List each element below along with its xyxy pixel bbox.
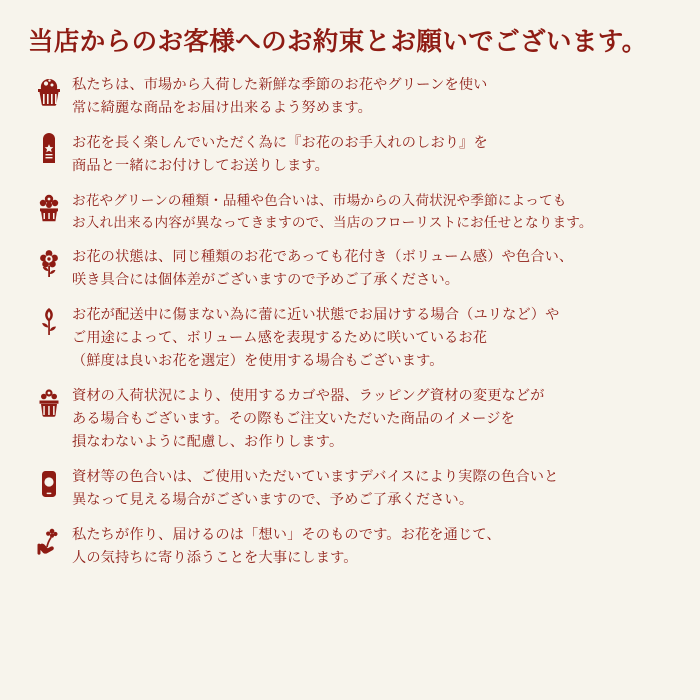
promise-text <box>72 131 676 178</box>
promise-text <box>72 189 676 234</box>
text-line: （鮮度は良いお花を選定）を使用する場合もございます。 <box>72 353 444 370</box>
text-line: 異なって見える場合がございますので、予めご了承ください。 <box>72 492 474 509</box>
bud-flower-icon <box>26 303 72 339</box>
text-line: 損なわないように配慮し、お作りします。 <box>72 434 344 451</box>
text-line: ご用途によって、ボリューム感を表現するために咲いているお花 <box>72 330 488 347</box>
text-line: お花を長く楽しんでいただく為に『お花のお手入れのしおり』を <box>72 135 488 152</box>
list-item <box>26 245 676 292</box>
text-line: 資材の入荷状況により、使用するカゴや器、ラッピング資材の変更などが <box>72 388 545 405</box>
promise-text <box>72 245 676 292</box>
text-line: 資材等の色合いは、ご使用いただいていますデバイスにより実際の色合いと <box>72 469 559 486</box>
list-item <box>26 384 676 454</box>
text-line: ある場合もございます。その際もご注文いただいた商品のイメージを <box>72 411 515 428</box>
promise-text <box>72 523 676 570</box>
list-item <box>26 131 676 178</box>
text-line: お入れ出来る内容が異なってきますので、当店のフローリストにお任せとなります。 <box>72 215 593 231</box>
promise-text <box>72 465 676 512</box>
single-flower-icon <box>26 245 72 281</box>
promise-list <box>26 73 676 570</box>
text-line: 商品と一緒にお付けしてお送りします。 <box>72 158 329 175</box>
flower-basket-icon <box>26 73 72 109</box>
text-line: お花やグリーンの種類・品種や色合いは、市場からの入荷状況や季節によっても <box>72 193 567 209</box>
text-line: 常に綺麗な商品をお届け出来るよう努めます。 <box>72 100 372 117</box>
text-line: お花の状態は、同じ種類のお花であっても花付き（ボリューム感）や色合い、 <box>72 249 574 266</box>
list-item <box>26 523 676 570</box>
list-item <box>26 189 676 234</box>
care-guide-booklet-icon <box>26 131 72 167</box>
promise-text <box>72 303 676 373</box>
text-line: 咲き具合には個体差がございますので予めご了承ください。 <box>72 272 460 289</box>
promise-text <box>72 73 676 120</box>
list-item <box>26 465 676 512</box>
page-title: 当店からのお客様へのお約束とお願いでございます。 <box>28 28 648 56</box>
list-item <box>26 303 676 373</box>
promise-text <box>72 384 676 454</box>
text-line: 私たちは、市場から入荷した新鮮な季節のお花やグリーンを使い <box>72 77 488 94</box>
list-item <box>26 73 676 120</box>
text-line: お花が配送中に傷まない為に蕾に近い状態でお届けする場合（ユリなど）や <box>72 307 560 324</box>
text-line: 私たちが作り、届けるのは「想い」そのものです。お花を通じて、 <box>72 527 501 544</box>
text-line: 人の気持ちに寄り添うことを大事にします。 <box>72 550 358 567</box>
smartphone-icon <box>26 465 72 501</box>
potted-bouquet-icon <box>26 189 72 225</box>
flower-vase-icon <box>26 384 72 420</box>
hand-holding-flower-icon <box>26 523 72 559</box>
